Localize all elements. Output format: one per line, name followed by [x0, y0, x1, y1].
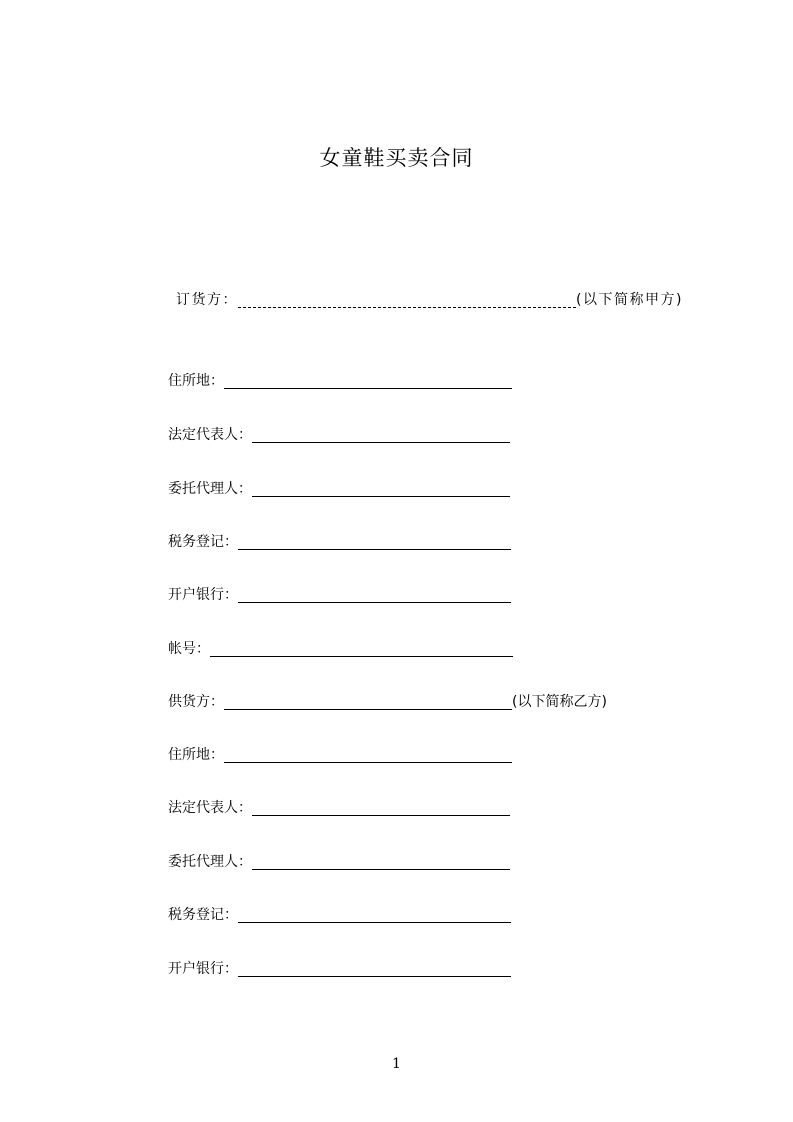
seller-address-line: [168, 745, 512, 765]
buyer-agent-line: [168, 479, 510, 499]
seller-tax-blank[interactable]: [238, 907, 511, 923]
seller-legal-rep-blank[interactable]: [252, 800, 510, 816]
seller-agent-label: 委托代理人：: [168, 854, 252, 870]
supply-party-suffix: (以下简称乙方): [512, 694, 607, 710]
buyer-account-line: [168, 639, 513, 659]
order-party-line: [176, 290, 683, 310]
supply-party-blank[interactable]: [224, 694, 512, 710]
buyer-tax-line: [168, 532, 511, 552]
buyer-legal-rep-blank[interactable]: [252, 427, 510, 443]
supply-party-label: 供货方：: [168, 694, 224, 710]
buyer-legal-rep-line: [168, 425, 510, 445]
page-number: 1: [392, 1056, 401, 1072]
buyer-address-line: [168, 371, 512, 391]
seller-address-label: 住所地：: [168, 747, 224, 763]
order-party-suffix: (以下简称甲方): [576, 292, 683, 308]
buyer-legal-rep-label: 法定代表人：: [168, 427, 252, 443]
buyer-bank-label: 开户银行：: [168, 587, 238, 603]
buyer-address-blank[interactable]: [224, 373, 512, 389]
seller-agent-blank[interactable]: [252, 854, 510, 870]
seller-legal-rep-label: 法定代表人：: [168, 800, 252, 816]
buyer-tax-blank[interactable]: [238, 534, 511, 550]
order-party-label: 订货方：: [176, 292, 238, 308]
page-title: 女童鞋买卖合同: [319, 146, 474, 170]
supply-party-line: [168, 692, 607, 712]
buyer-bank-line: [168, 585, 511, 605]
buyer-account-label: 帐号：: [168, 641, 210, 657]
buyer-tax-label: 税务登记：: [168, 534, 238, 550]
seller-tax-label: 税务登记：: [168, 907, 238, 923]
buyer-agent-blank[interactable]: [252, 481, 510, 497]
seller-bank-label: 开户银行：: [168, 961, 238, 977]
seller-tax-line: [168, 905, 511, 925]
seller-bank-line: [168, 959, 511, 979]
seller-agent-line: [168, 852, 510, 872]
buyer-account-blank[interactable]: [210, 641, 513, 657]
seller-address-blank[interactable]: [224, 747, 512, 763]
seller-legal-rep-line: [168, 798, 510, 818]
seller-bank-blank[interactable]: [238, 961, 511, 977]
buyer-bank-blank[interactable]: [238, 587, 511, 603]
buyer-address-label: 住所地：: [168, 373, 224, 389]
order-party-blank[interactable]: [238, 292, 576, 308]
buyer-agent-label: 委托代理人：: [168, 481, 252, 497]
